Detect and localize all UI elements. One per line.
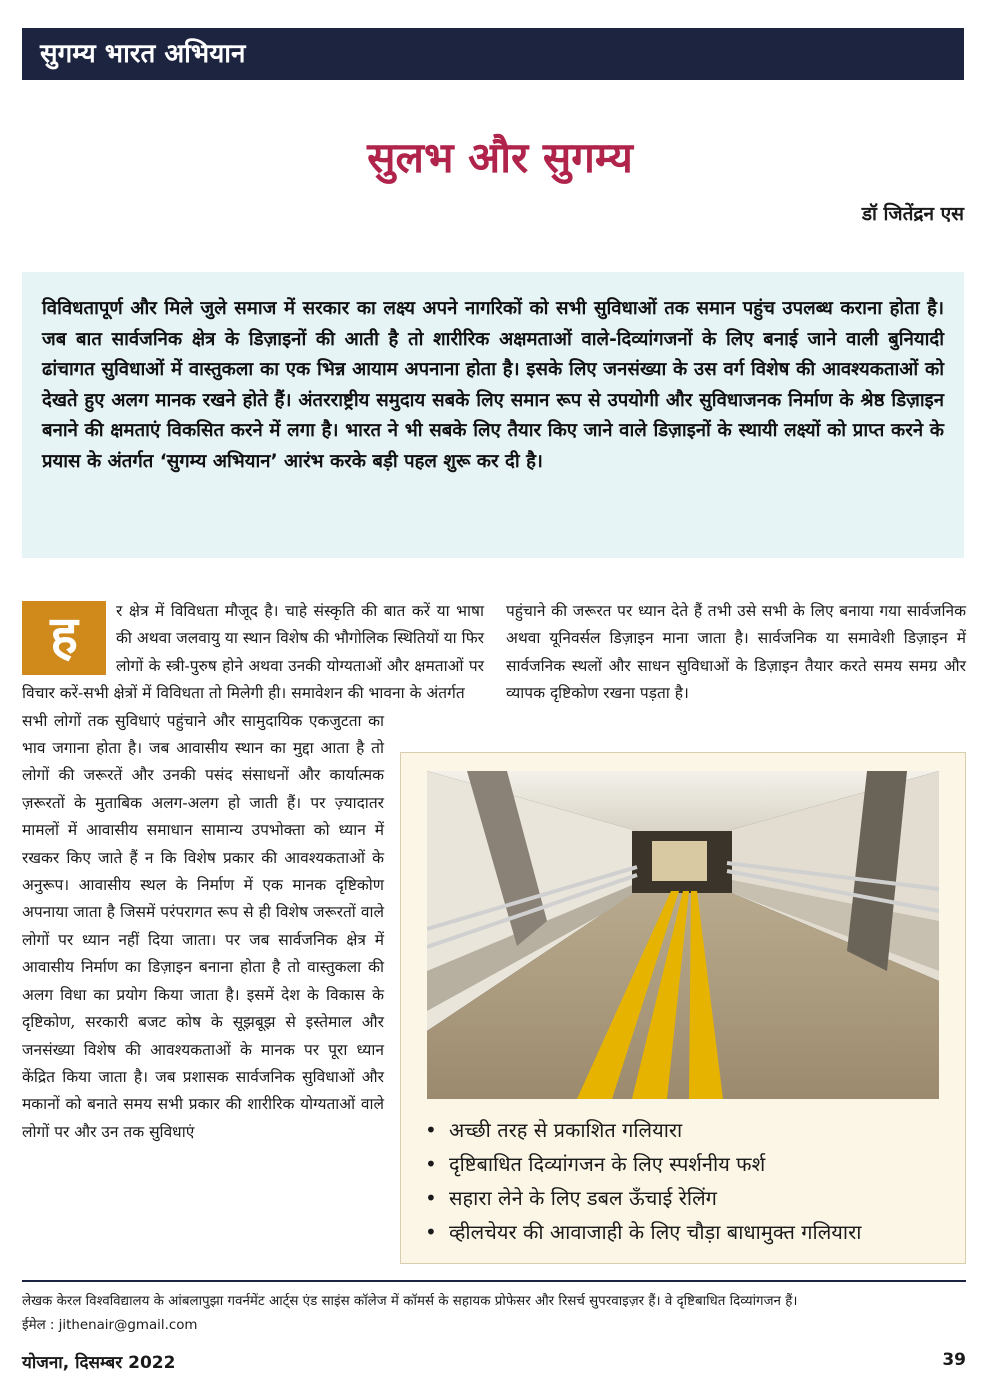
caption-item: • अच्छी तरह से प्रकाशित गलियारा <box>423 1113 953 1147</box>
page-number: 39 <box>942 1350 966 1370</box>
author-footnote <box>22 1290 966 1338</box>
bullet-icon: • <box>425 1220 437 1244</box>
footnote-email: ईमेल : jithenair@gmail.com <box>22 1318 198 1333</box>
corridor-photo <box>427 771 939 1099</box>
figure-box <box>400 752 966 1264</box>
footnote-bio: लेखक केरल विश्वविद्यालय के आंबलापुझा गवर्नमेंट आर्ट्स एंड साइंस कॉलेज में कॉमर्स के सहायक प्रोफेसर और रिसर्च सुपरवाइज़र हैं। वे दृष्टिबाधित दिव्यांगजन हैं। <box>22 1294 798 1309</box>
caption-item: • व्हीलचेयर की आवाजाही के लिए चौड़ा बाधामुक्त गलियारा <box>423 1215 953 1249</box>
bullet-icon: • <box>425 1118 437 1142</box>
body-paragraph-left-bottom: सभी लोगों तक सुविधाएं पहुंचाने और सामुदायिक एकजुटता का भाव जगाना होता है। जब आवासीय स्थान का मुद्दा आता है तो लोगों की जरूरतें और उनकी पसंद संसाधनों और कार्यात्मक ज़रूरतों के मुताबिक अलग-अलग हो जाती हैं। पर ज़्यादातर मामलों में आवासीय समाधान सामान्य उपभोक्ता को ध्यान में रखकर किए जाते हैं न कि विशेष प्रकार की आवश्यकताओं के अनुरूप। आवासीय स्थल के निर्माण में एक मानक दृष्टिकोण अपनाया जाता है जिसमें परंपरागत रूप से ही विशेष जरूरतों वाले लोगों पर ध्यान नहीं दिया जाता। पर जब सार्वजनिक क्षेत्र में आवासीय निर्माण का डिज़ाइन बनाना होता है तो वास्तुकला की अलग विधा का प्रयोग किया जाता है। इसमें देश के विकास के दृष्टिकोण, सरकारी बजट कोष के सूझबूझ से इस्तेमाल और जनसंख्या विशेष की आवश्यकताओं के मानक पर पूरा ध्यान केंद्रित किया जाता है। जब प्रशासक सार्वजनिक सुविधाओं और मकानों को बनाते समय सभी प्रकार की शारीरिक योग्यताओं वाले लोगों पर और उन तक सुविधाएं <box>22 711 384 1141</box>
article-title: सुलभ और सुगम्य <box>367 133 633 182</box>
bullet-icon: • <box>425 1152 437 1176</box>
caption-item: • सहारा लेने के लिए डबल ऊँचाई रेलिंग <box>423 1181 953 1215</box>
magazine-issue: योजना, दिसम्बर 2022 <box>22 1353 176 1373</box>
body-paragraph-right: पहुंचाने की जरूरत पर ध्यान देते हैं तभी उसे सभी के लिए बनाया गया सार्वजनिक अथवा यूनिवर्सल डिज़ाइन माना जाता है। सार्वजनिक या समावेशी डिज़ाइन में सार्वजनिक स्थलों और साधन सुविधाओं के डिज़ाइन तैयार करते समय समग्र और व्यापक दृष्टिकोण रखना पड़ता है। <box>506 602 966 703</box>
drop-cap: ह <box>22 601 106 675</box>
intro-paragraph: विविधतापूर्ण और मिले जुले समाज में सरकार का लक्ष्य अपने नागरिकों को सभी सुविधाओं तक समान पहुंच उपलब्ध कराना होता है। जब बात सार्वजनिक क्षेत्र के डिज़ाइनों की आती है तो शारीरिक अक्षमताओं वाले-दिव्यांगजनों के लिए बनाई जाने वाली बुनियादी ढांचागत सुविधाओं में वास्तुकला का एक भिन्न आयाम अपनाना होता है। इसके लिए जनसंख्या के उस वर्ग विशेष की आवश्यकताओं को देखते हुए अलग मानक रखने होते हैं। अंतरराष्ट्रीय समुदाय सबके लिए समान रूप से उपयोगी और सुविधाजनक निर्माण के श्रेष्ठ डिज़ाइन बनाने की क्षमताएं विकसित करने में लगा है। भारत ने भी सबके लिए तैयार किए जाने वाले डिज़ाइनों के स्थायी लक्ष्यों को प्राप्त करने के प्रयास के अंतर्गत ‘सुगम्य अभियान’ आरंभ करके बड़ी पहल शुरू कर दी है। <box>42 298 944 472</box>
section-title: सुगम्य भारत अभियान <box>40 39 246 69</box>
bullet-icon: • <box>425 1186 437 1210</box>
body-paragraph-left-top: र क्षेत्र में विविधता मौजूद है। चाहे संस्कृति की बात करें या भाषा की अथवा जलवायु या स्थान विशेष की भौगोलिक स्थितियों या फिर लोगों के स्त्री-पुरुष होने अथवा उनकी योग्यताओं और क्षमताओं पर विचार करें-सभी क्षेत्रों में विविधता तो मिलेगी ही। समावेशन की भावना के अंतर्गत <box>22 602 484 703</box>
section-header-bar <box>22 28 964 80</box>
figure-caption-list <box>423 1113 953 1249</box>
intro-box <box>22 272 964 558</box>
article-author: डॉ जितेंद्रन एस <box>861 203 964 225</box>
caption-item: • दृष्टिबाधित दिव्यांगजन के लिए स्पर्शनीय फर्श <box>423 1147 953 1181</box>
body-column-right <box>506 598 966 708</box>
footnote-divider <box>22 1280 966 1282</box>
